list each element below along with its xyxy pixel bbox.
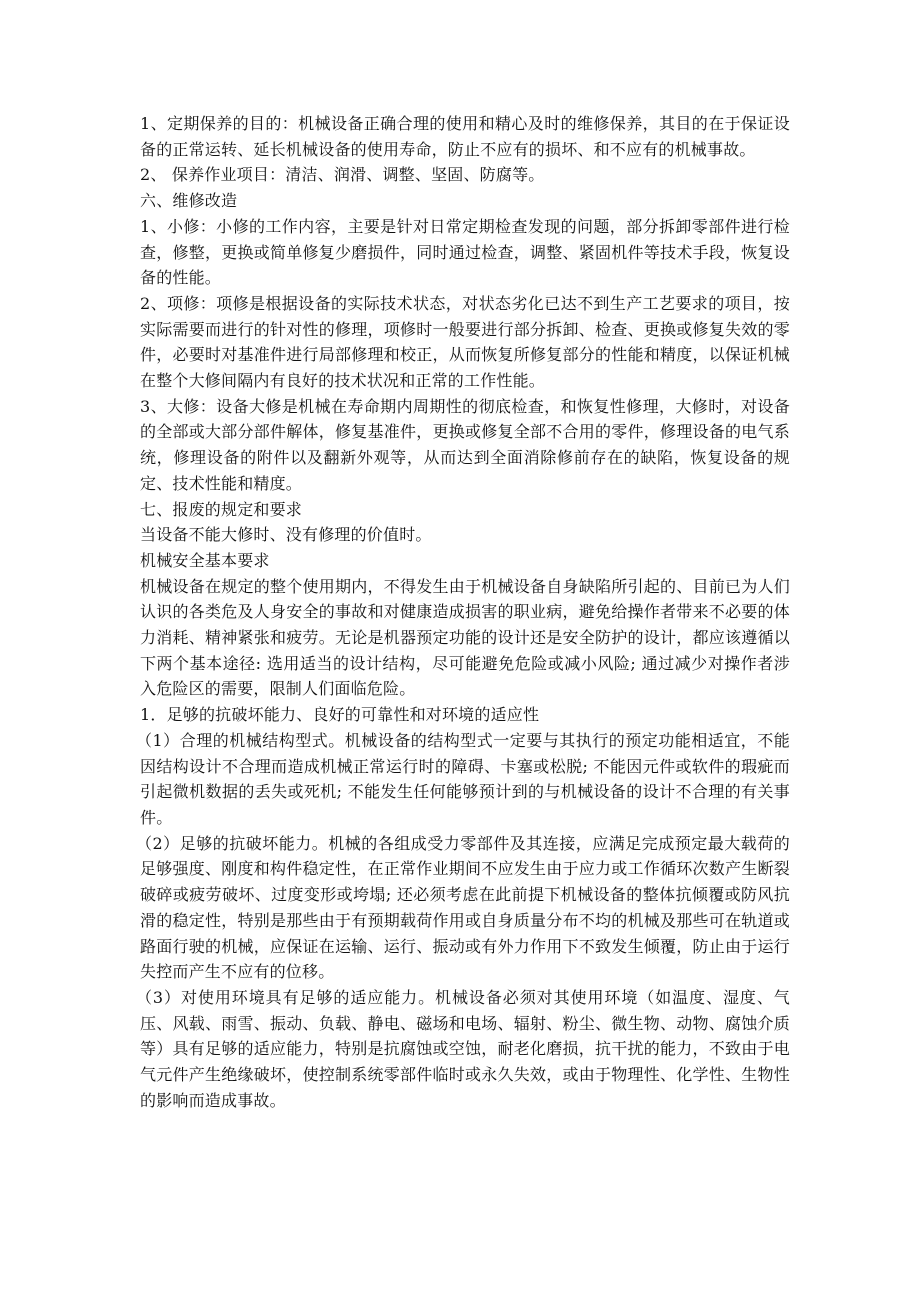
paragraph-safety-overview: 机械设备在规定的整个使用期内，不得发生由于机械设备自身缺陷所引起的、目前已为人们认识的各类危及人身安全的事故和对健康造成损害的职业病，避免给操作者带来不必要的体力消耗、精神紧张和疲劳。无论是机器预定功能的设计还是安全防护的设计，都应该遵循以下两个基本途径: 选用适当的设计结构，尽可能避免危险或减小风险; 通过减少对操作者涉入危险区的需要，限制人们面临危险。 [140,576,790,699]
paragraph-scrapping-condition: 当设备不能大修时、没有修理的价值时。 [140,525,432,545]
heading-repair-renovation: 六、维修改造 [140,191,238,211]
paragraph-structure-type: （1）合理的机械结构型式。机械设备的结构型式一定要与其执行的预定功能相适宜，不能因结构设计不合理而造成机械正常运行时的障碍、卡塞或松脱; 不能因元件或软件的瑕疵而引起微机数据的丢失或死机; 不能发生任何能够预计到的与机械设备的设计不合理的有关事件。 [136,730,790,827]
heading-resistance-reliability: 1．足够的抗破坏能力、良好的可靠性和对环境的适应性 [140,705,540,725]
paragraph-environment-adaptability: （3）对使用环境具有足够的适应能力。机械设备必须对其使用环境（如温度、湿度、气压、风载、雨雪、振动、负载、静电、磁场和电场、辐射、粉尘、微生物、动物、腐蚀介质等）具有足够的适应能力，特别是抗腐蚀或空蚀，耐老化磨损，抗干扰的能力，不致由于电气元件产生绝缘破坏，使控制系统零部件临时或永久失效，或由于物理性、化学性、生物性的影响而造成事故。 [136,987,790,1110]
heading-scrapping-rules: 七、报废的规定和要求 [140,499,303,519]
paragraph-maintenance-items: 2、 保养作业项目：清洁、润滑、调整、坚固、防腐等。 [140,165,545,185]
document-body [136,111,790,1113]
paragraph-item-repair: 2、项修：项修是根据设备的实际技术状态，对状态劣化已达不到生产工艺要求的项目，按实际需要而进行的针对性的修理，项修时一般要进行部分拆卸、检查、更换或修复失效的零件，必要时对基准件进行局部修理和校正，从而恢复所修复部分的性能和精度，以保证机械在整个大修间隔内有良好的技术状况和正常的工作性能。 [140,293,790,391]
paragraph-maintenance-purpose: 1、定期保养的目的：机械设备正确合理的使用和精心及时的维修保养，其目的在于保证设备的正常运转、延长机械设备的使用寿命，防止不应有的损坏、和不应有的机械事故。 [140,114,790,159]
heading-machine-safety: 机械安全基本要求 [140,550,270,570]
paragraph-overhaul: 3、大修：设备大修是机械在寿命期内周期性的彻底检查，和恢复性修理，大修时，对设备的全部或大部分部件解体，修复基准件，更换或修复全部不合用的零件，修理设备的电气系统，修理设备的附件以及翻新外观等，从而达到全面消除修前存在的缺陷，恢复设备的规定、技术性能和精度。 [140,396,790,493]
paragraph-minor-repair: 1、小修：小修的工作内容，主要是针对日常定期检查发现的问题，部分拆卸零部件进行检查，修整，更换或简单修复少磨损件，同时通过检查，调整、紧固机件等技术手段，恢复设备的性能。 [140,216,790,288]
paragraph-anti-damage: （2）足够的抗破坏能力。机械的各组成受力零部件及其连接，应满足完成预定最大载荷的足够强度、刚度和构件稳定性，在正常作业期间不应发生由于应力或工作循环次数产生断裂破碎或疲劳破坏、过度变形或垮塌; 还必须考虑在此前提下机械设备的整体抗倾覆或防风抗滑的稳定性，特别是那些由于有预期载荷作用或自身质量分布不均的机械及那些可在轨道或路面行驶的机械，应保证在运输、运行、振动或有外力作用下不致发生倾覆，防止由于运行失控而产生不应有的位移。 [136,833,790,982]
